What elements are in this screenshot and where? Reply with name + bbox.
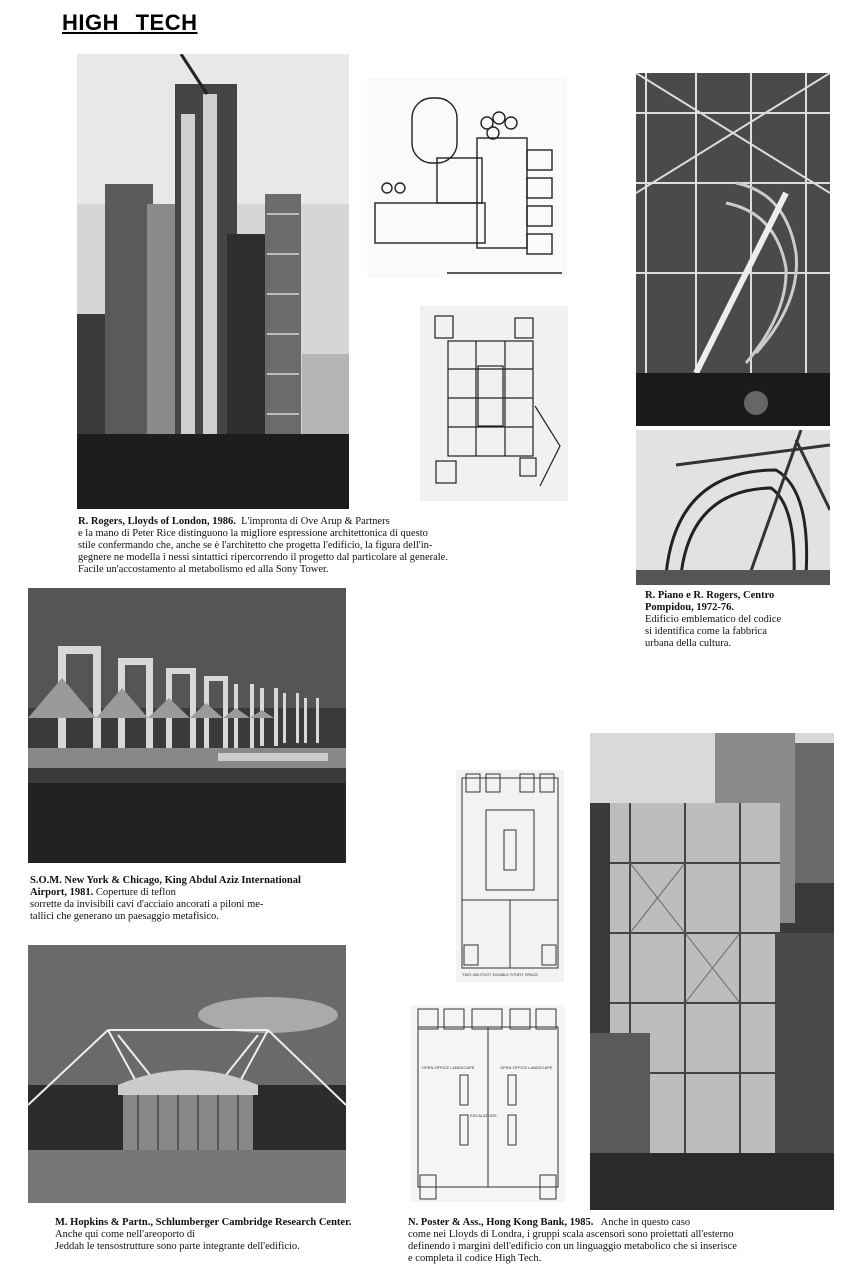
- caption-lloyds-line: gegnere ne modella i nessi sintattici ripercorrendo il progetto dal particolare al generale.: [78, 552, 448, 563]
- caption-lloyds-line: e la mano di Peter Rice distinguono la migliore espressione architettonica di questo: [78, 528, 428, 539]
- foster-plan-lower: [410, 1005, 565, 1202]
- hongkong-bank-photo: [590, 733, 834, 1210]
- caption-lloyds-line: stile confermando che, anche se è l'architetto che progetta l'edificio, la figura dell'in-: [78, 540, 433, 551]
- caption-som-line: tallici che generano un paesaggio metafisico.: [30, 911, 219, 922]
- caption-lloyds-line: Facile un'accostamento al metabolismo ed alla Sony Tower.: [78, 564, 329, 575]
- caption-hopkins-head: M. Hopkins & Partn., Schlumberger Cambridge Research Center.: [55, 1217, 352, 1228]
- caption-pompidou-line: si identifica come la fabbrica: [645, 626, 767, 637]
- caption-foster-line: definendo i margini dell'edificio con un linguaggio metabolico che si inserisce: [408, 1241, 737, 1252]
- caption-foster-line: come nei Lloyds di Londra, i gruppi scala ascensori sono proiettati all'esterno: [408, 1229, 734, 1240]
- foster-plan-lower-label-3: ESCALATORS: [470, 1113, 497, 1118]
- caption-som-line: Coperture di teflon: [95, 887, 176, 898]
- caption-foster: [408, 1217, 828, 1265]
- pompidou-photo-lower: [636, 430, 830, 585]
- hopkins-photo: [28, 945, 346, 1203]
- lloyds-plan-upper: [367, 78, 567, 278]
- caption-pompidou: [645, 590, 825, 650]
- foster-plan-upper-footer: TWO 360-FOOT DOUBLE STORY SPACE: [462, 972, 539, 977]
- caption-pompidou-line: Edificio emblematico del codice: [645, 614, 782, 625]
- foster-plan-lower-label-1: OPEN OFFICE LANDSCAPE: [422, 1065, 475, 1070]
- caption-foster-line: e completa il codice High Tech.: [408, 1253, 542, 1264]
- caption-som-head: S.O.M. New York & Chicago, King Abdul Aziz International Airport, 1981.: [30, 875, 301, 898]
- caption-som-line: sorrette da invisibili cavi d'acciaio ancorati a piloni me-: [30, 899, 264, 910]
- caption-hopkins: [55, 1217, 355, 1253]
- caption-lloyds: [78, 516, 518, 576]
- caption-pompidou-head: R. Piano e R. Rogers, Centro Pompidou, 1972-76.: [645, 590, 775, 613]
- caption-hopkins-line: Anche qui come nell'areoporto di: [55, 1229, 196, 1240]
- lloyds-photo: [77, 54, 349, 509]
- caption-lloyds-head: R. Rogers, Lloyds of London, 1986.: [78, 516, 236, 527]
- caption-foster-line: Anche in questo caso: [600, 1217, 691, 1228]
- foster-plan-upper: [456, 770, 564, 982]
- caption-foster-head: N. Poster & Ass., Hong Kong Bank, 1985.: [408, 1217, 594, 1228]
- caption-som: [30, 875, 330, 923]
- caption-hopkins-line: Jeddah le tensostrutture sono parte integrante dell'edificio.: [55, 1241, 300, 1252]
- caption-lloyds-line: L'impronta di Ove Arup & Partners: [241, 516, 390, 527]
- lloyds-plan-lower: [420, 306, 568, 501]
- som-airport-photo: [28, 588, 346, 863]
- caption-pompidou-line: urbana della cultura.: [645, 638, 731, 649]
- foster-plan-lower-label-2: OPEN OFFICE LANDSCAPE: [500, 1065, 553, 1070]
- page-title: HIGH TECH: [62, 10, 198, 35]
- pompidou-photo-upper: [636, 73, 830, 426]
